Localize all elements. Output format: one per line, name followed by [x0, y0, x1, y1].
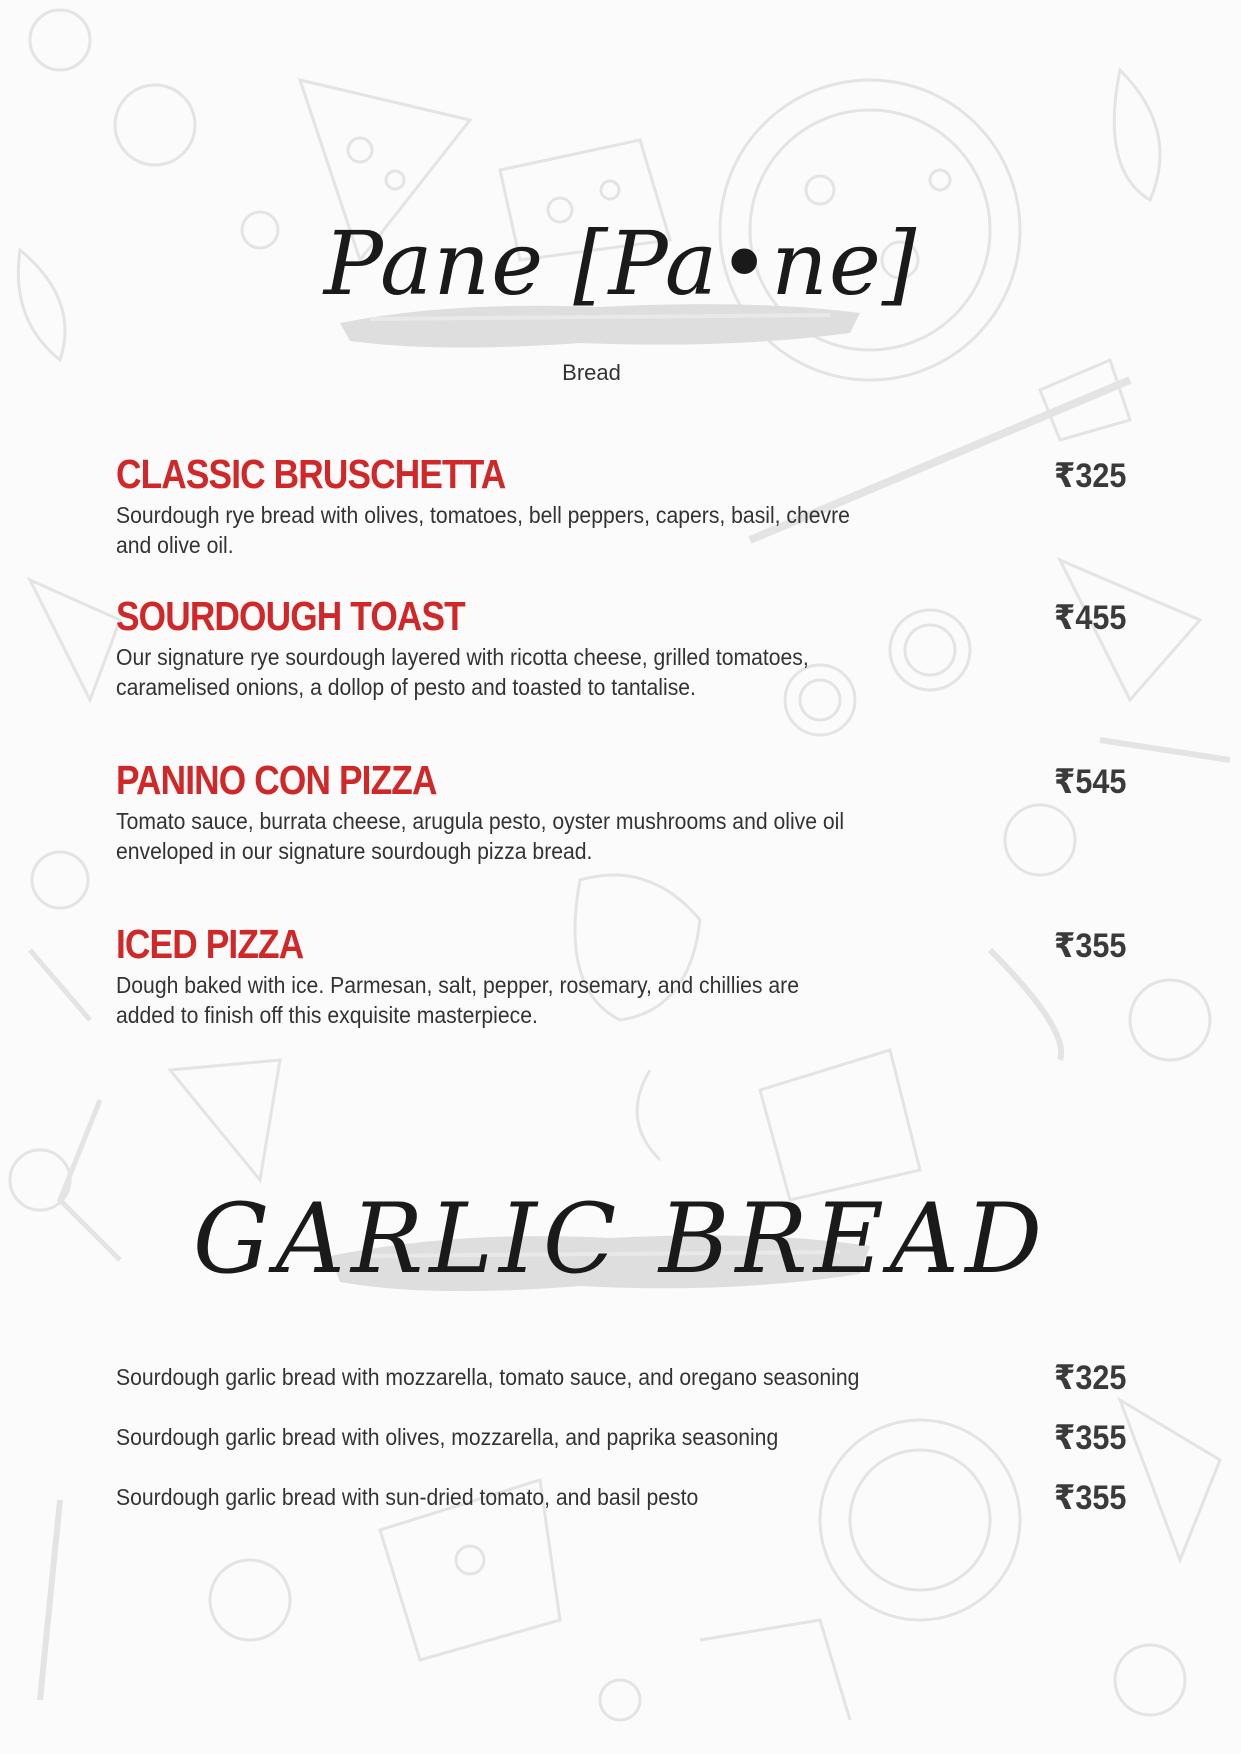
- menu-item-price: ₹455: [1053, 599, 1126, 637]
- garlic-bread-description: Sourdough garlic bread with olives, mozzarella, and paprika seasoning: [116, 1424, 779, 1450]
- section-title-pane: Pane [Pa•ne]: [323, 212, 918, 315]
- garlic-bread-item: [116, 1358, 1126, 1398]
- menu-item-price: ₹545: [1053, 763, 1126, 801]
- menu-item-price: ₹355: [1053, 927, 1126, 965]
- garlic-bread-item: [116, 1418, 1126, 1458]
- garlic-bread-description: Sourdough garlic bread with mozzarella, tomato sauce, and oregano seasoning: [116, 1364, 860, 1390]
- menu-item-name: SOURDOUGH TOAST: [116, 593, 465, 639]
- menu-item-description: Dough baked with ice. Parmesan, salt, pepper, rosemary, and chillies are added to finish off this exquisite masterpiece.: [116, 972, 799, 1028]
- garlic-bread-price: ₹355: [1053, 1479, 1126, 1517]
- menu-item-name: ICED PIZZA: [116, 921, 304, 967]
- menu-item-description: Sourdough rye bread with olives, tomatoes, bell peppers, capers, basil, chevre and olive oil.: [116, 502, 850, 558]
- garlic-bread-price: ₹355: [1053, 1419, 1126, 1457]
- garlic-bread-item: [116, 1478, 1126, 1518]
- menu-item-description: Tomato sauce, burrata cheese, arugula pesto, oyster mushrooms and olive oil enveloped in our signature sourdough pizza bread.: [116, 808, 845, 864]
- garlic-bread-price: ₹325: [1053, 1359, 1126, 1397]
- garlic-bread-description: Sourdough garlic bread with sun-dried tomato, and basil pesto: [116, 1484, 699, 1510]
- menu-item-price: ₹325: [1053, 457, 1126, 495]
- menu-item-description: Our signature rye sourdough layered with ricotta cheese, grilled tomatoes, caramelised onions, a dollop of pesto and toasted to tantalise.: [116, 644, 809, 700]
- menu-item-name: PANINO CON PIZZA: [116, 757, 437, 803]
- menu-item-name: CLASSIC BRUSCHETTA: [116, 451, 506, 497]
- section-subtitle: Bread: [562, 360, 621, 385]
- section-title-garlic-bread: GARLIC BREAD: [192, 1183, 1049, 1295]
